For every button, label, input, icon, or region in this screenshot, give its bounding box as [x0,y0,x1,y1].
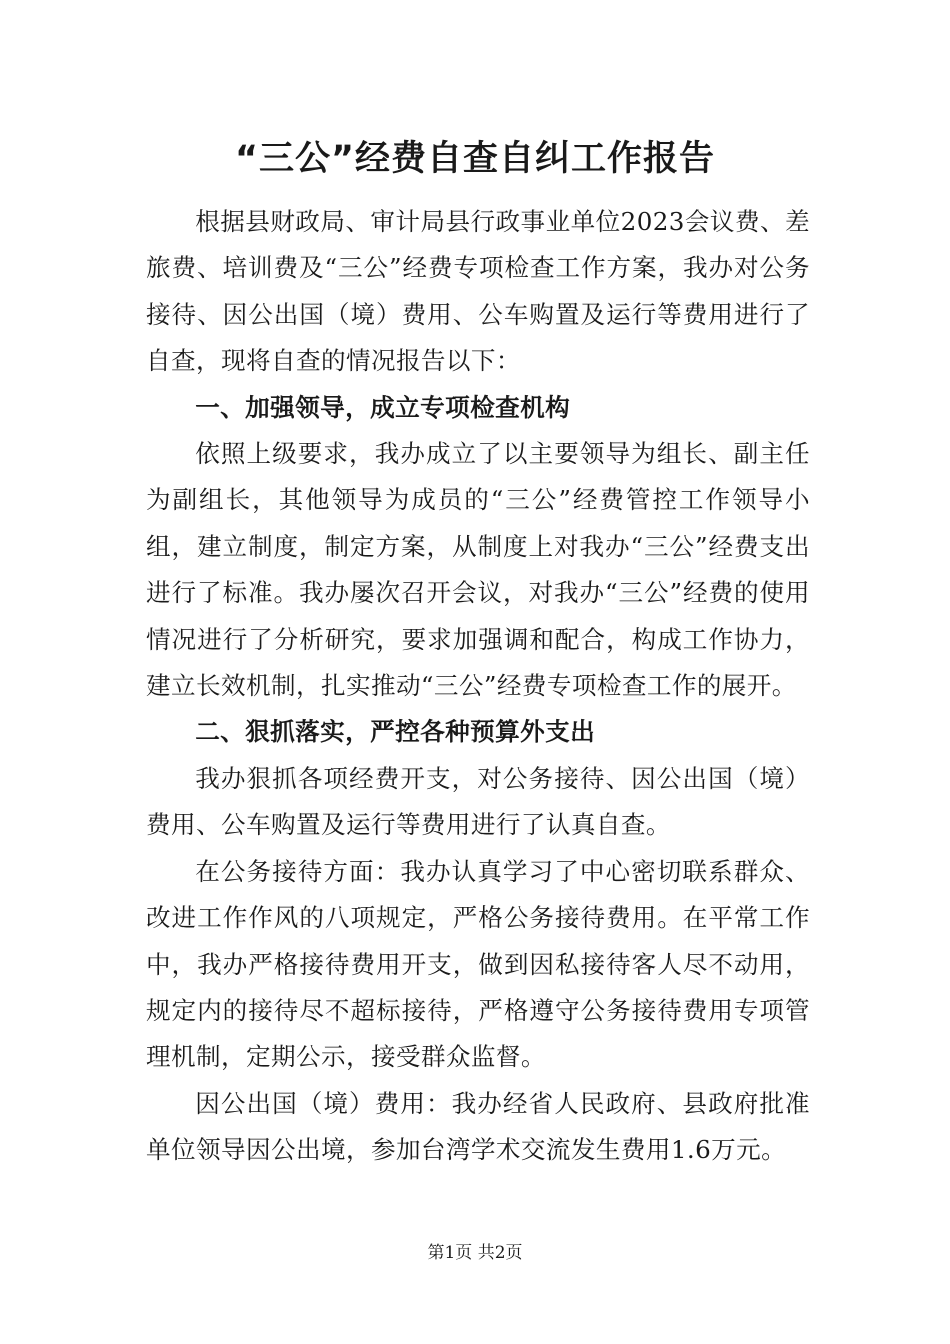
intro-paragraph: 根据县财政局、审计局县行政事业单位2023会议费、差旅费、培训费及“三公”经费专项检查工作方案，我办对公务接待、因公出国（境）费用、公车购置及运行等费用进行了自查，现将自查的情况报告以下： [146,207,810,376]
document-title: “三公”经费自查自纠工作报告 [234,139,715,179]
section-2-paragraph-3: 因公出国（境）费用：我办经省人民政府、县政府批准单位领导因公出境，参加台湾学术交流发生费用1.6万元。 [146,1088,810,1165]
section-2-paragraph-2: 在公务接待方面：我办认真学习了中心密切联系群众、改进工作作风的八项规定，严格公务接待费用。在平常工作中，我办严格接待费用开支，做到因私接待客人尽不动用，规定内的接待尽不超标接待，严格遵守公务接待费用专项管理机制，定期公示，接受群众监督。 [146,856,810,1072]
document-body [146,199,810,1174]
section-heading-2: 二、狠抓落实，严控各种预算外支出 [195,717,596,747]
section-2-paragraph-1: 我办狠抓各项经费开支，对公务接待、因公出国（境）费用、公车购置及运行等费用进行了认真自查。 [146,763,810,840]
page-number-footer: 第1页 共2页 [427,1243,523,1263]
section-heading-1: 一、加强领导，成立专项检查机构 [195,392,571,422]
section-1-paragraph: 依照上级要求，我办成立了以主要领导为组长、副主任为副组长，其他领导为成员的“三公”经费管控工作领导小组，建立制度，制定方案，从制度上对我办“三公”经费支出进行了标准。我办屡次召开会议，对我办“三公”经费的使用情况进行了分析研究，要求加强调和配合，构成工作协力，建立长效机制，扎实推动“三公”经费专项检查工作的展开。 [146,439,810,701]
